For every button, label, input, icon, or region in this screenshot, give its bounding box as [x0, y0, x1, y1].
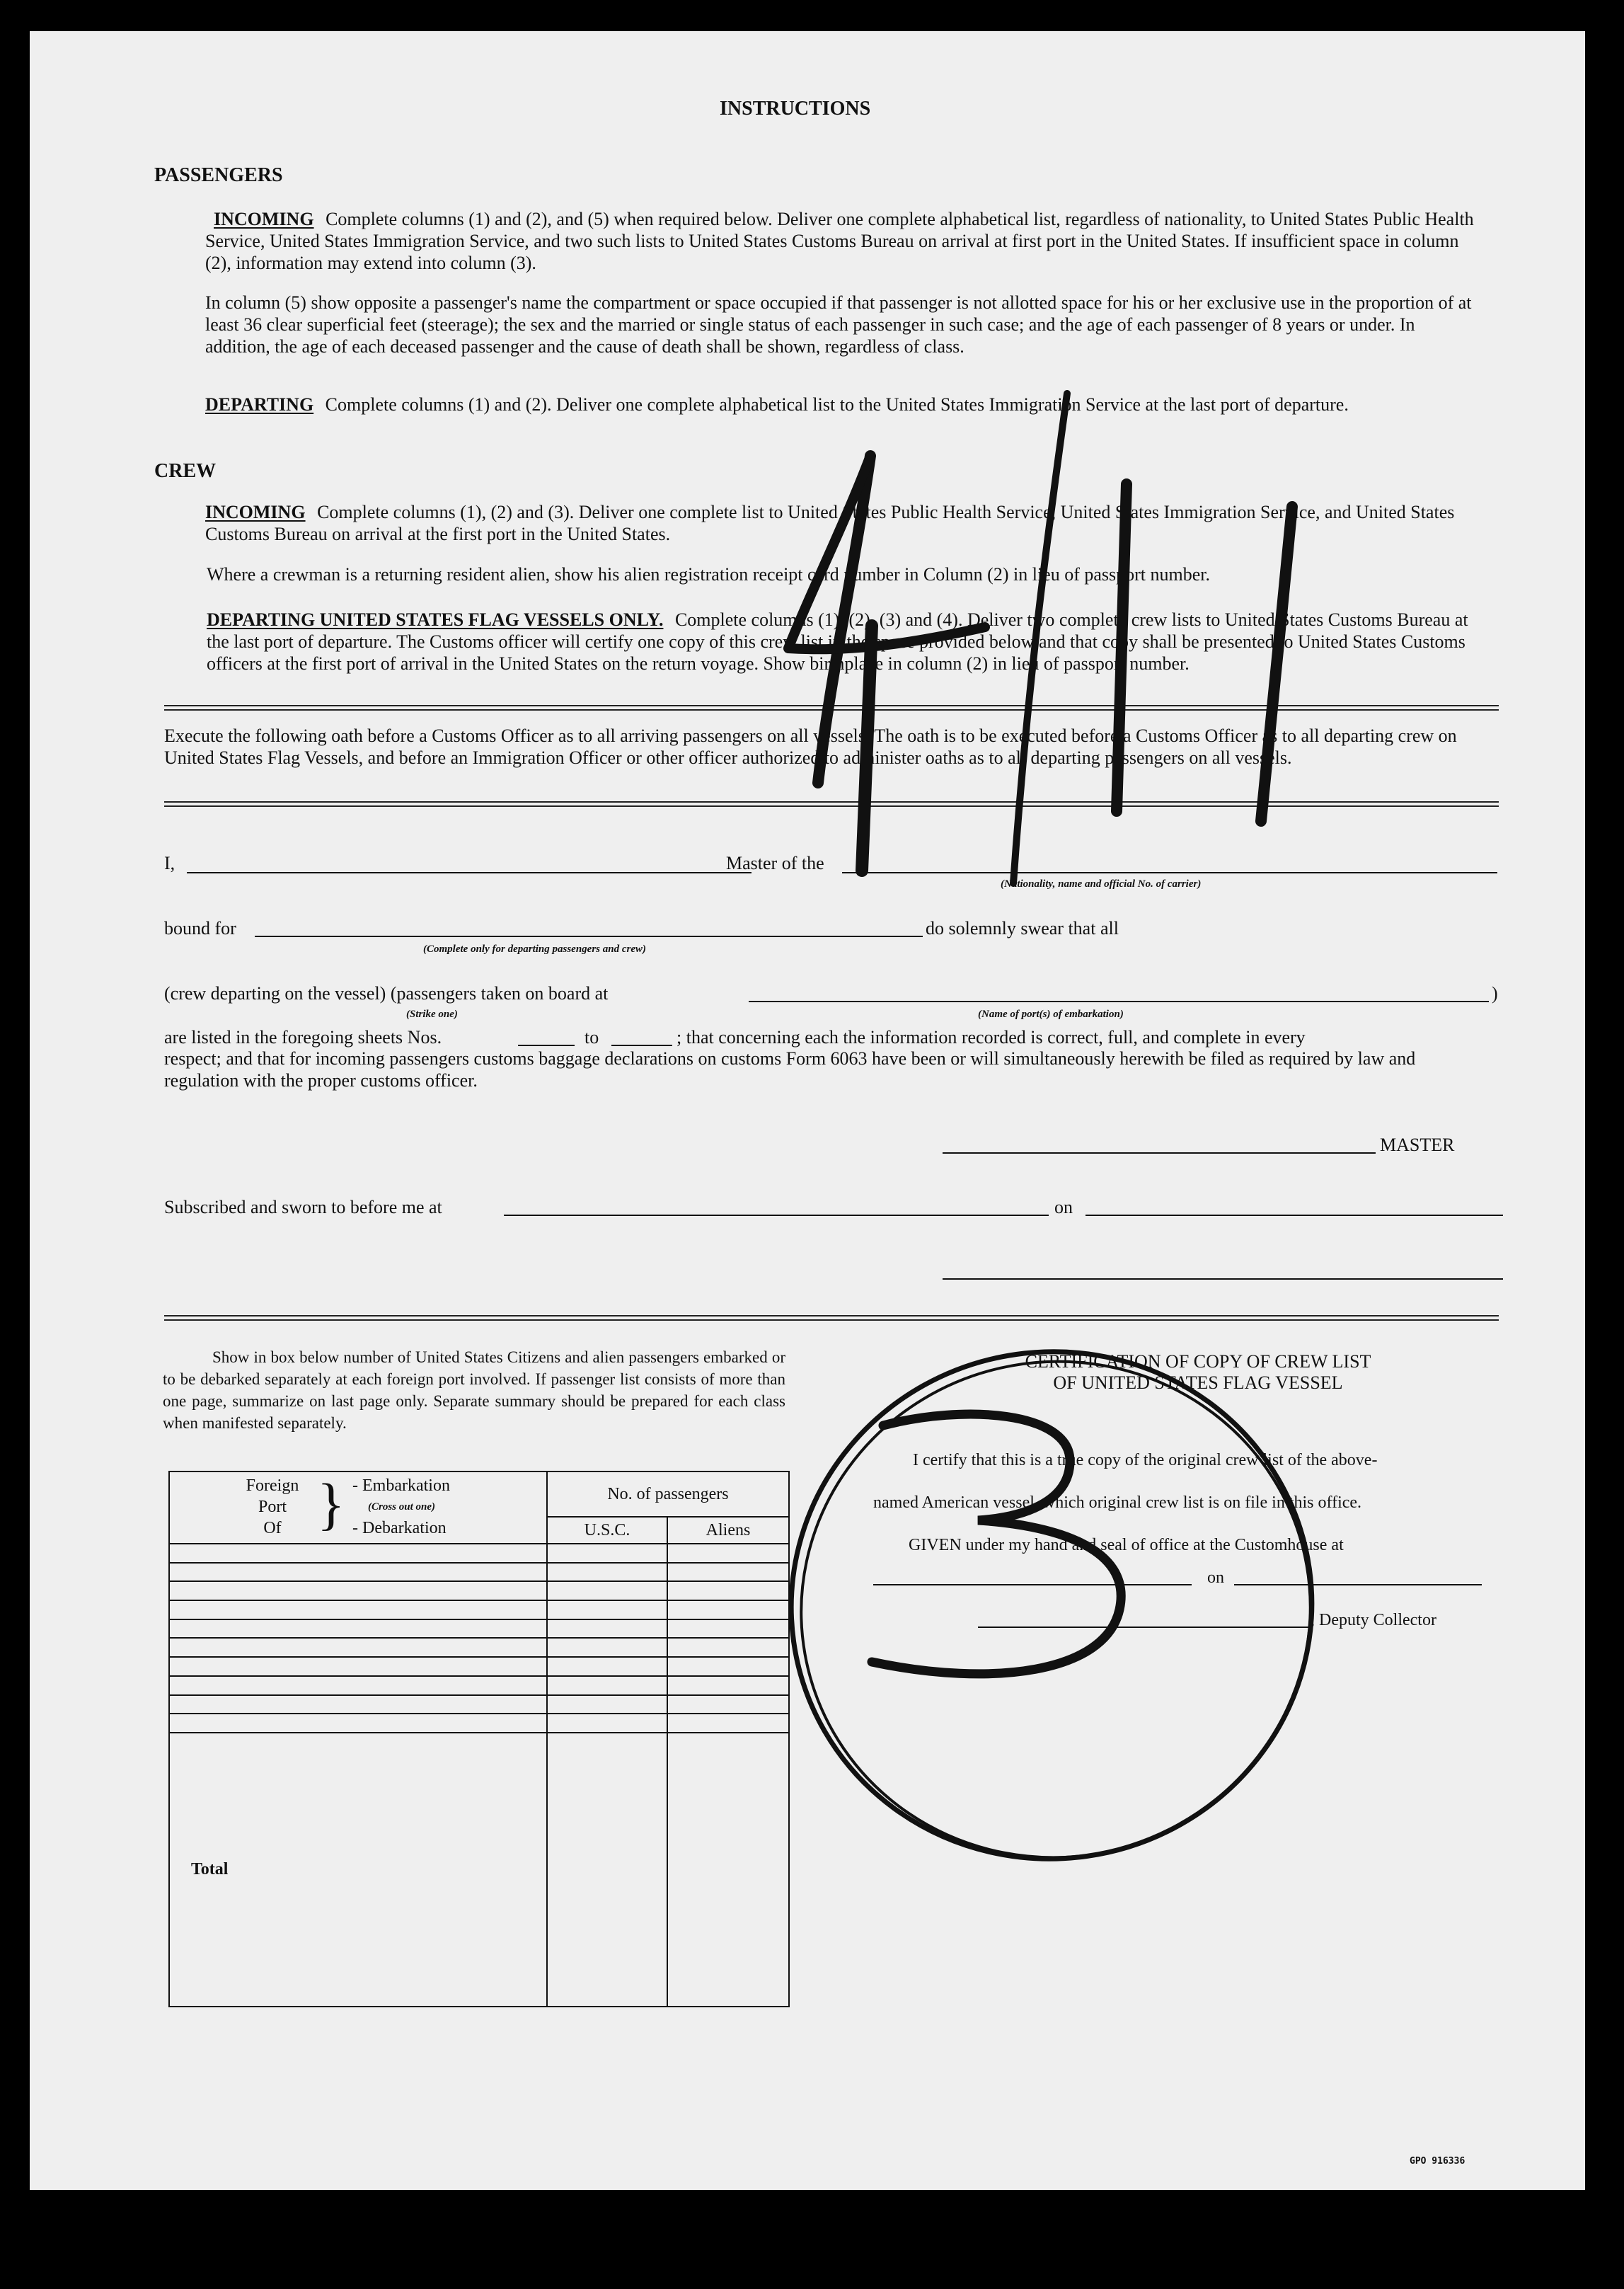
listed-to-text: to — [584, 1027, 599, 1048]
certification-line-1: I certify that this is a true copy of the original crew list of the above- — [913, 1451, 1378, 1469]
swear-text: do solemnly swear that all — [926, 918, 1119, 939]
oath-master-of-label: Master of the — [726, 853, 824, 873]
nationality-caption: (Nationality, name and official No. of carrier) — [1001, 878, 1202, 890]
port-label: Port — [258, 1498, 287, 1516]
passengers-incoming-text: Complete columns (1) and (2), and (5) when required below. Deliver one complete alphabetical list, regardless of nationality, to United States Public Health Service, United States Immigration Service, and two such lists to United States Customs Bureau on arrival at first port in the United States. If insufficient space in column (2), information may extend into column (3). — [205, 209, 1474, 273]
cross-out-caption: (Cross out one) — [368, 1501, 436, 1513]
passengers-column5-paragraph: In column (5) show opposite a passenger's name the compartment or space occupied if that passenger is not allotted space for his or her exclusive use in the proportion of at least 36 clear superficial feet (steerage); the sex and the married or single status of each passenger in such case; and the age of each passenger of 8 years or under. In addition, the age of each deceased passenger and the cause of death shall be shown, regardless of class. — [205, 292, 1472, 357]
oath-intro: Execute the following oath before a Customs Officer as to all arriving passengers on all vessels. The oath is to be executed before a Customs Officer as to all departing crew on United States Flag Vessels, and before an Immigration Officer or other officer authorized to administer oaths as to all departing passengers on all vessels. — [164, 725, 1457, 768]
summary-instructions: Show in box below number of United States Citizens and alien passengers embarked or to be debarked separately at each foreign port involved. If passenger list consists of more than one page, summarize on last page only. Separate summary should be prepared for each class when manifested separately. — [163, 1348, 785, 1432]
bound-for-label: bound for — [164, 918, 236, 939]
subscribed-label: Subscribed and sworn to before me at — [164, 1197, 442, 1217]
passengers-departing-label: DEPARTING — [205, 394, 314, 415]
foreign-label: Foreign — [246, 1476, 299, 1495]
listed-post-text: ; that concerning each the information recorded is correct, full, and complete in every — [676, 1027, 1306, 1048]
oath-i-label: I, — [164, 853, 175, 873]
passengers-heading: PASSENGERS — [154, 164, 283, 186]
strike-one-caption: (Strike one) — [406, 1009, 458, 1020]
certification-on-label: on — [1207, 1568, 1224, 1587]
crew-incoming-text: Complete columns (1), (2) and (3). Deliver one complete list to United States Public Health Service, United States Immigration Service, and United States Customs Bureau on arrival at the first port in the United States. — [205, 502, 1455, 544]
crew-departing-text: Complete columns (1), (2), (3) and (4). Deliver two complete crew lists to United States Customs Bureau at the last port of departure. The Customs officer will certify one copy of this crew list in the space provided below and that copy shall be presented to United States Customs officers at the first port of arrival in the United States on the return voyage. Show birthplace in column (2) in lieu of passport number. — [207, 609, 1468, 674]
listed-rest-text: respect; and that for incoming passengers customs baggage declarations on customs Form 6063 have been or will simultaneously herewith be filed as required by law and regulation with the proper customs officer. — [164, 1048, 1416, 1091]
no-passengers-header: No. of passengers — [547, 1472, 789, 1517]
crew-incoming-label: INCOMING — [205, 502, 306, 522]
page-title: INSTRUCTIONS — [720, 98, 871, 120]
listed-pre-text: are listed in the foregoing sheets Nos. — [164, 1027, 442, 1048]
debarkation-label: - Debarkation — [352, 1519, 447, 1537]
crew-heading: CREW — [154, 460, 217, 482]
circled-3-mark — [30, 31, 1585, 2190]
passengers-incoming-label: INCOMING — [214, 209, 314, 229]
aliens-header: Aliens — [667, 1517, 789, 1544]
embarkation-label: - Embarkation — [352, 1476, 450, 1495]
of-label: Of — [263, 1519, 282, 1537]
master-label: MASTER — [1380, 1135, 1455, 1155]
certification-title-2: OF UNITED STATES FLAG VESSEL — [1053, 1372, 1343, 1393]
printer-code: GPO 916336 — [1410, 2156, 1465, 2167]
subscribed-on-label: on — [1054, 1197, 1073, 1217]
deputy-collector-label: , Deputy Collector — [1311, 1611, 1436, 1629]
crew-resident-paragraph: Where a crewman is a returning resident alien, show his alien registration receipt card number in Column (2) in lieu of passport number. — [207, 564, 1211, 585]
document-page — [30, 31, 1585, 2190]
passengers-departing-text: Complete columns (1) and (2). Deliver one complete alphabetical list to the United States Immigration Service at the last port of departure. — [325, 394, 1349, 415]
certification-line-2: named American vessel, which original crew list is on file in this office. — [873, 1493, 1362, 1512]
total-label: Total — [169, 1733, 547, 2007]
certification-title-1: CERTIFICATION OF COPY OF CREW LIST — [1025, 1351, 1371, 1372]
ports-caption: (Name of port(s) of embarkation) — [978, 1009, 1124, 1020]
crew-departing-text: (crew departing on the vessel) (passengers taken on board at — [164, 983, 609, 1004]
brace-symbol: } — [317, 1472, 345, 1536]
crew-departing-label: DEPARTING UNITED STATES FLAG VESSELS ONLY. — [207, 609, 664, 630]
certification-line-3: GIVEN under my hand and seal of office at the Customhouse at — [909, 1536, 1344, 1554]
departing-caption: (Complete only for departing passengers and crew) — [423, 943, 646, 955]
close-paren: ) — [1492, 983, 1498, 1004]
usc-header: U.S.C. — [547, 1517, 667, 1544]
